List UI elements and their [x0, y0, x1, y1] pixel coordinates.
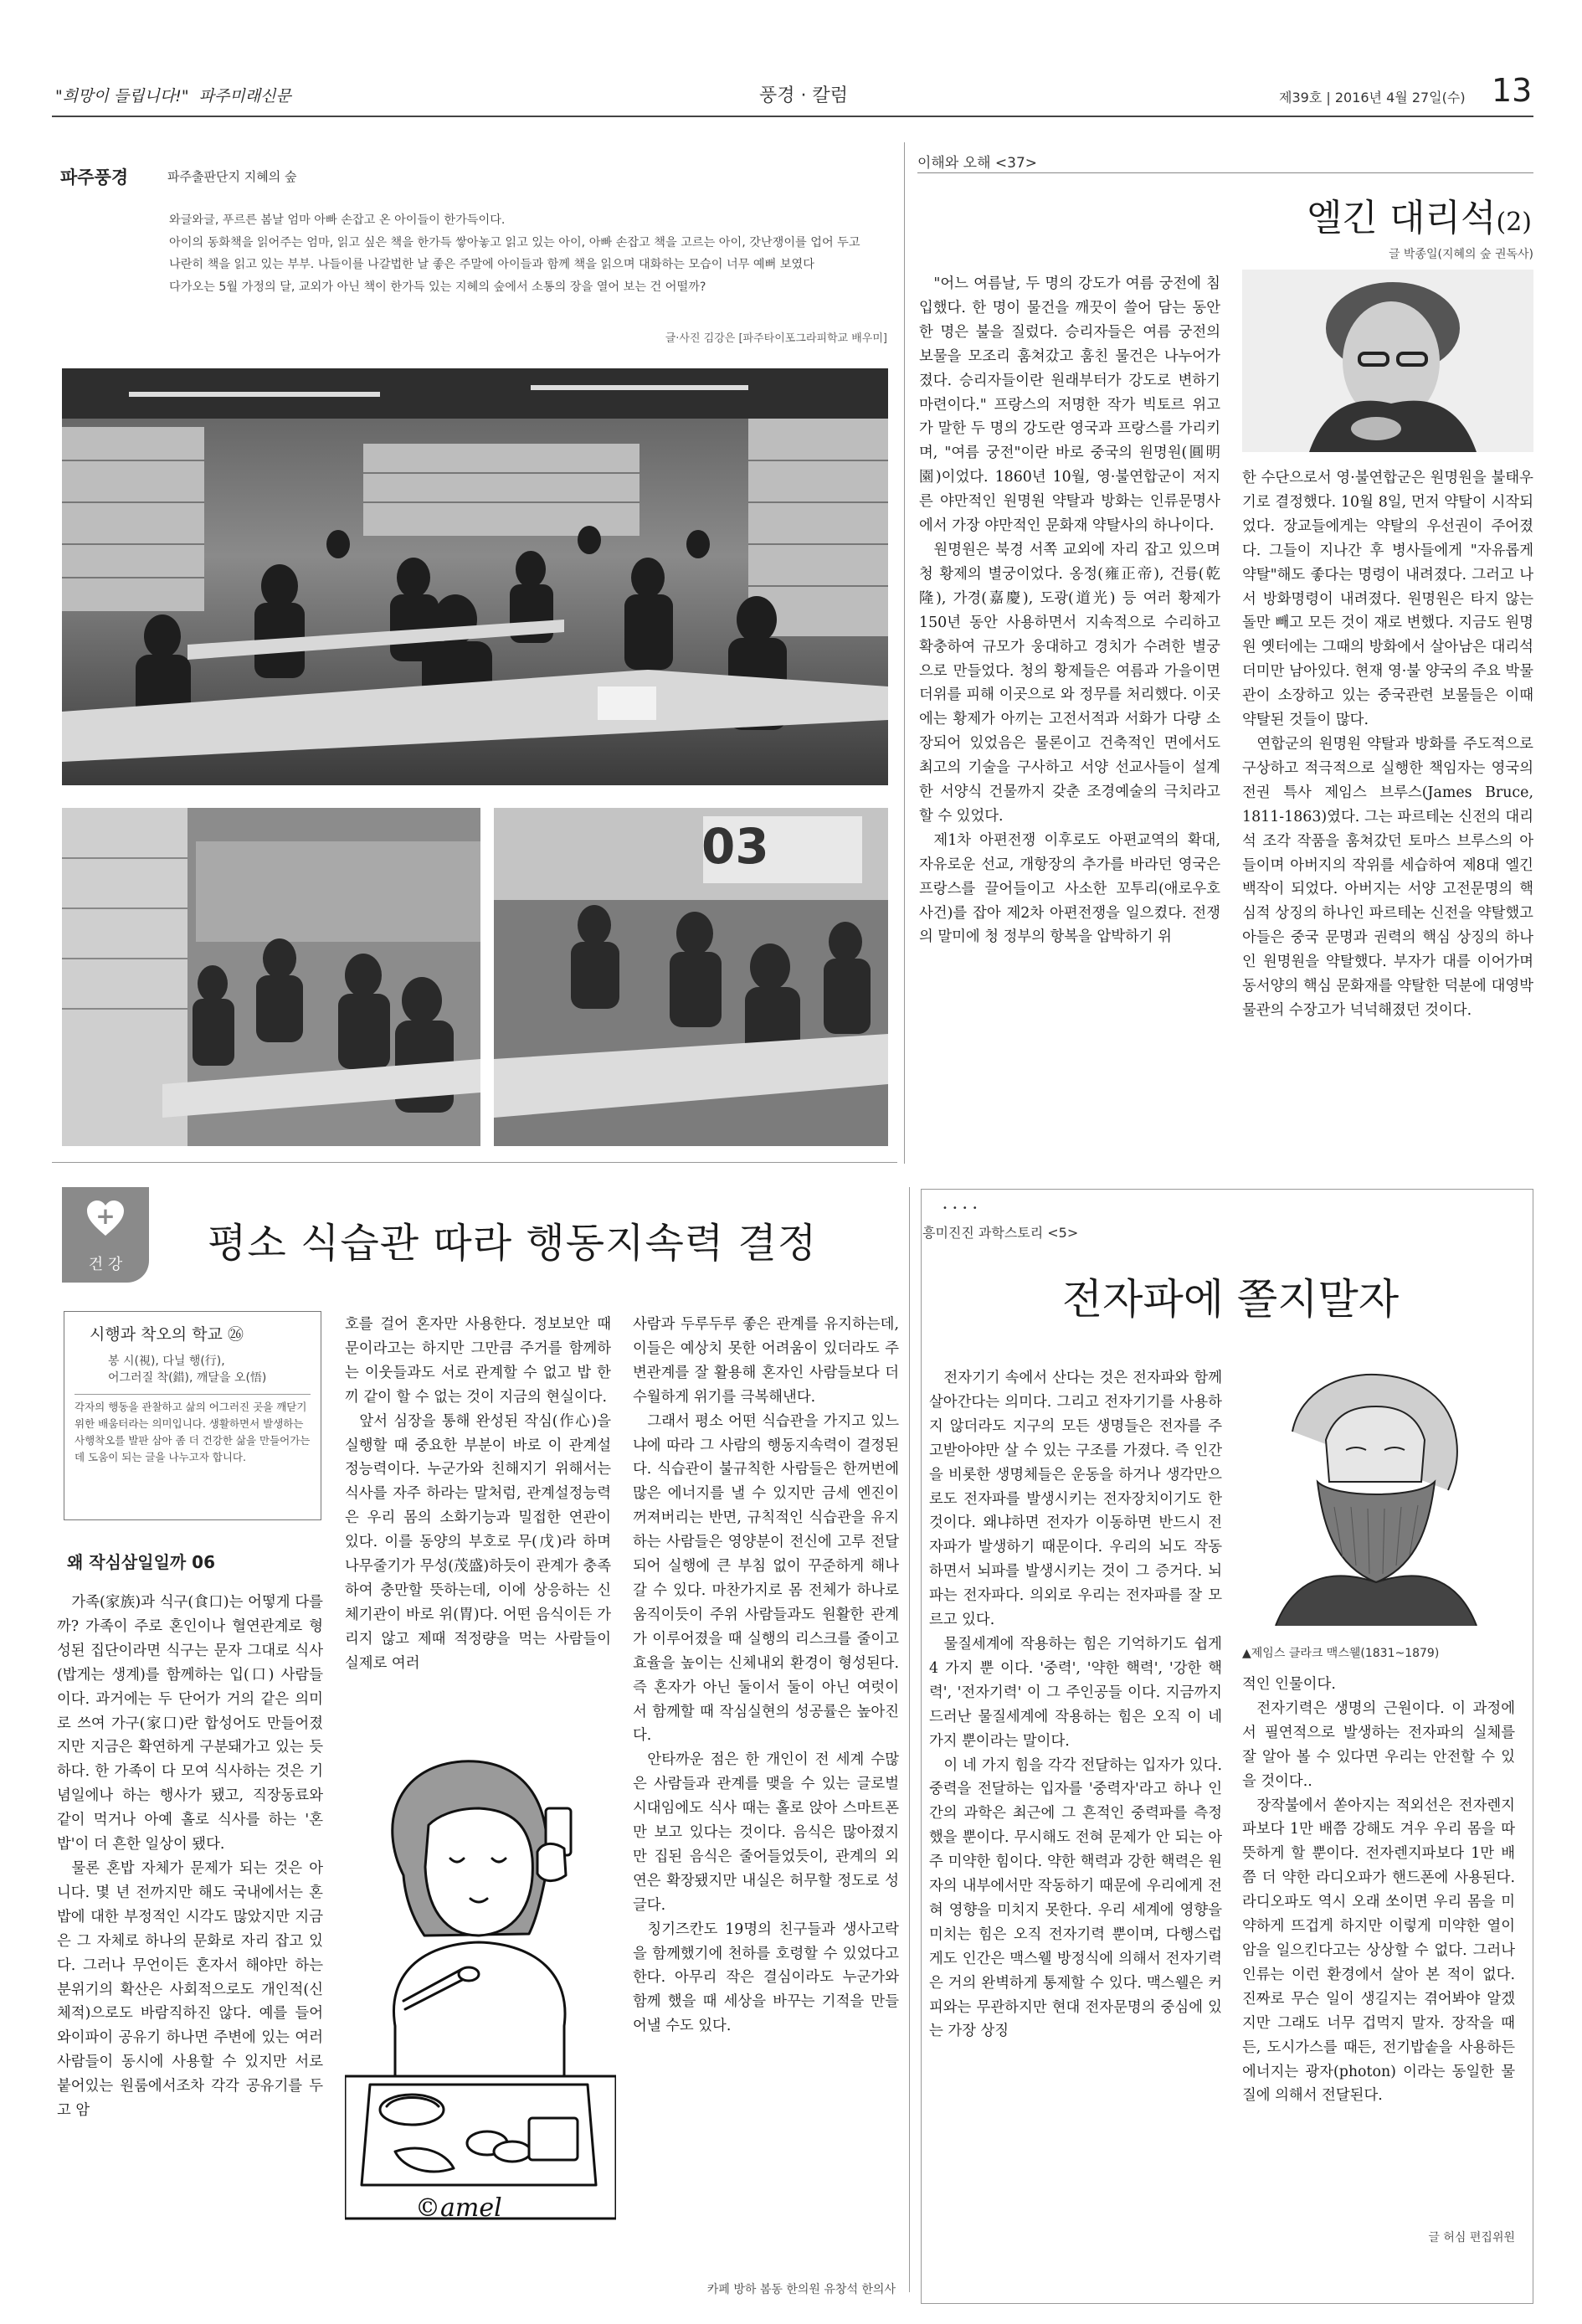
- science-paragraph: 적인 인물이다.: [1242, 1676, 1336, 1693]
- elgin-series-rule: [917, 172, 1533, 173]
- health-right-divider: [909, 1187, 910, 2292]
- box-title-text: 시행과 착오의 학교: [90, 1325, 223, 1344]
- scenery-paragraph: 아이의 동화책을 읽어주는 엄마, 읽고 싶은 책을 한가득 쌓아놓고 읽고 있는 아이, 아빠 손잡고 책을 고르는 아이, 갓난쟁이를 업어 두고 나란히 책을 읽고 있는 부부. 나들이를 나갈법한 날 좋은 주말에 아이들과 함께 책을 읽으며 대화하는 모습이 너무 예뻐 보였다: [169, 235, 860, 271]
- science-credit: 글 허심 편집위원: [1428, 2231, 1515, 2244]
- plus-icon: +: [95, 1202, 116, 1230]
- box-text: 각자의 행동을 관찰하고 삶의 어그러진 곳을 깨닫기 위한 배움터라는 의미입니다. 생활하면서 발생하는 사행착오를 발판 삼아 좀 더 건강한 삶을 만들어가는데 도움이 되는 글을 나누고자 합니다.: [74, 1401, 311, 1463]
- elgin-paragraph: 한 수단으로서 영·불연합군은 원명원을 불태우기로 결정했다. 10월 8일, 먼저 약탈이 시작되었다. 장교들에게는 약탈의 우선권이 주어졌다. 그들이 지나간 후 병사들에게 "자유롭게 약탈"해도 좋다는 명령이 내려졌다. 그러고 나서 방화명령이 내려졌다. 원명원은 타지 않는 돌만 빼고 모든 것이 재로 변했다. 지금도 원명원 옛터에는 그때의 방화에서 살아남은 대리석 더미만 남아있다. 현재 영·불 양국의 주요 박물관이 소장하고 있는 중국관련 보물들은 이때 약탈된 것들이 많다.: [1242, 470, 1533, 729]
- maxwell-caption: ▲제임스 클라크 맥스웰(1831~1879): [1242, 1647, 1440, 1660]
- scenery-paragraph: 와글와글, 푸르른 봄날 엄마 아빠 손잡고 온 아이들이 한가득이다.: [169, 213, 506, 227]
- health-paragraph: 사람과 두루두루 좋은 관계를 유지하는데, 이들은 예상치 못한 어려움이 있더라도 주변관계를 잘 활용해 혼자인 사람들보다 더 수월하게 위기를 극복해낸다.: [633, 1316, 899, 1406]
- health-paragraph: 호를 걸어 혼자만 사용한다. 정보보안 때문이라고는 하지만 그만큼 주거를 함께하는 이웃들과도 서로 관계할 수 없고 밥 한 끼 같이 할 수 없는 것이 지금의 현실이다.: [345, 1316, 611, 1406]
- science-column-1: [929, 1366, 1222, 2044]
- trial-error-box: [64, 1311, 321, 1520]
- heart-icon: [85, 1199, 126, 1239]
- elgin-paragraph: "어느 여름날, 두 명의 강도가 여름 궁전에 침입했다. 한 명이 물건을 깨끗이 쓸어 담는 동안 한 명은 불을 질렀다. 승리자들은 여름 궁전의 보물을 모조리 훔쳐갔고 훔친 물건은 나누어가졌다. 승리자들이란 원래부터가 강도로 변하기 마련이다." 프랑스의 저명한 작가 빅토르 위고가 말한 두 명의 강도란 영국과 프랑스를 가리키며, "여름 궁전"이란 바로 중국의 원명원(圓明園)이었다. 1860년 10월, 영·불연합군이 저지른 야만적인 원명원 약탈과 방화는 인류문명사에서 가장 야만적인 문화재 약탈사의 하나이다.: [919, 275, 1220, 535]
- elgin-series-label: 이해와 오해 <37>: [917, 155, 1038, 172]
- health-paragraph: 안타까운 점은 한 개인이 전 세계 수많은 사람들과 관계를 맺을 수 있는 글로벌 시대임에도 식사 때는 홀로 앉아 스마트폰만 보고 있다는 것이다. 음식은 많아졌지만 집된 음식은 줄어들었듯이, 관계의 외연은 확장됐지만 내실은 허무할 정도로 성글다.: [633, 1751, 899, 1914]
- photo-sign-number: 03: [701, 818, 769, 875]
- elgin-author: 글 박종일(지혜의 숲 권독사): [1388, 248, 1533, 261]
- illustration-signature: ©amel: [415, 2193, 502, 2223]
- box-title: [90, 1322, 244, 1345]
- elgin-title-suffix: (2): [1496, 208, 1532, 237]
- health-paragraph: 가족(家族)과 식구(食口)는 어떻게 다를까? 가족이 주로 혼인이나 혈연관계로 형성된 집단이라면 식구는 문자 그대로 식사(밥게는 생계)를 함께하는 입(口) 사람들이다. 과거에는 두 단어가 거의 같은 의미로 쓰여 가구(家口)란 합성어도 만들어졌지만 지금은 확연하게 구분돼가고 있는 듯하다. 한 가족이 다 모여 식사하는 것은 기념일에나 하는 행사가 됐고, 직장동료와 같이 먹거나 아예 홀로 식사를 하는 '혼밥'이 더 흔한 일상이 됐다.: [57, 1594, 323, 1854]
- health-paragraph: 그래서 평소 어떤 식습관을 가지고 있느냐에 따라 그 사람의 행동지속력이 결정된다. 식습관이 불규칙한 사람들은 한꺼번에 많은 에너지를 낼 수 있지만 금세 엔진이 꺼져버리는 반면, 규칙적인 식습관을 유지하는 사람들은 영양분이 전신에 고루 전달되어 실행에 큰 부침 없이 꾸준하게 해나갈 수 있다. 마찬가지로 몸 전체가 하나로 움직이듯이 주위 사람들과도 원활한 관계가 이루어졌을 때 실행의 리스크를 줄이고 효율을 높이는 신체내외 환경이 형성된다. 즉 혼자가 아닌 둘이서 둘이 아닌 여럿이서 함께할 때 작심실현의 성공률은 높아진다.: [633, 1412, 899, 1745]
- top-divider-vertical: [904, 142, 905, 1164]
- scenery-text: [169, 209, 874, 298]
- elgin-title: [1113, 188, 1532, 241]
- elgin-paragraph: 원명원은 북경 서쪽 교외에 자리 잡고 있으며 청 황제의 별궁이었다. 옹정(雍正帝), 건륭(乾隆), 가경(嘉慶), 도광(道光) 등 여러 황제가 150년 동안 사용하면서 지속적으로 수리하고 확충하여 규모가 웅대하고 경치가 수려한 별궁으로 만들었다. 청의 황제들은 여름과 가을이면 더위를 피해 이곳으로 와 정무를 처리했다. 이곳에는 황제가 아끼는 고전서적과 서화가 다량 소장되어 있었음은 물론이고 건축적인 면에서도 최고의 기술을 구사하고 서양 선교사들이 설계한 서양식 건물까지 갖춘 조경예술의 극치라고 할 수 있었다.: [919, 541, 1220, 825]
- health-badge: [62, 1187, 149, 1283]
- elgin-column-1: [919, 272, 1220, 949]
- author-portrait-photo: [1242, 270, 1533, 452]
- elgin-paragraph: 제1차 아편전쟁 이후로도 아편교역의 확대, 자유로운 선교, 개항장의 추가를 바라던 영국은 프랑스를 끌어들이고 사소한 꼬투리(애로우호 사건)를 잡아 제2차 아편전쟁을 일으켰다. 전쟁의 말미에 청 정부의 항복을 압박하기 위: [919, 831, 1220, 946]
- health-paragraph: 칭기즈칸도 19명의 친구들과 생사고락을 함께했기에 천하를 호령할 수 있었다고 한다. 아무리 작은 결심이라도 누군가와 함께 했을 때 세상을 바꾸는 기적을 만들어낼 수도 있다.: [633, 1920, 899, 2035]
- health-badge-label: 건 강: [88, 1256, 123, 1273]
- logo-slogan: "희망이 들립니다!": [55, 87, 189, 105]
- header-rule: [52, 116, 1533, 117]
- scenery-subtitle: 파주출판단지 지혜의 숲: [167, 169, 297, 184]
- top-section-bottom-rule: [52, 1162, 897, 1163]
- issue-info: 제39호 | 2016년 4월 27일(수): [1279, 90, 1466, 105]
- family-table-photo: [494, 808, 888, 1146]
- health-column-3: [633, 1313, 899, 2039]
- health-column-1: [57, 1591, 323, 2123]
- science-paragraph: 장작불에서 쏟아지는 적외선은 전자렌지파보다 1만 배쯤 강해도 겨우 우리 몸을 따뜻하게 할 뿐이다. 전자렌지파보다 1만 배쯤 더 약한 라디오파가 핸드폰에 사용된다. 라디오파도 역시 오래 쏘이면 우리 몸을 미약하게 뜨겁게 하지만 이렇게 미약한 열이 암을 일으킨다고는 상상할 수 없다. 그러나 인류는 이런 환경에서 살아 본 적이 없다. 진짜로 무슨 일이 생길지는 겪어봐야 알겠지만 그래도 너무 겁먹지 말자. 장작을 때든, 도시가스를 때든, 전기밥솥을 사용하든 에너지는 광자(photon) 이라는 동일한 물질에 의해서 전달된다.: [1242, 1797, 1515, 2105]
- health-headline: 평소 식습관 따라 행동지속력 결정: [208, 1220, 818, 1267]
- elgin-title-main: 엘긴 대리석: [1306, 197, 1497, 239]
- science-series: 흥미진진 과학스토리 <5>: [922, 1225, 1079, 1241]
- health-question: 왜 작심삼일일까 06: [67, 1552, 215, 1572]
- science-paragraph: 물질세계에 작용하는 힘은 기억하기도 쉽게 4 가지 뿐 이다. '중력', '약한 핵력', '강한 핵력', '전자기력' 이 그 주인공들 이다. 지금까지 드러난 물질세계에 작용하는 힘은 오직 이 네 가지 뿐이라는 말이다.: [929, 1635, 1222, 1750]
- science-title: 전자파에 쫄지말자: [1061, 1275, 1400, 1324]
- box-subtitle-1: 봉 시(視), 다닐 행(行),: [108, 1355, 225, 1368]
- science-dots: ••••: [943, 1204, 983, 1213]
- logo-name: 파주미래신문: [198, 87, 291, 105]
- science-column-2: [1242, 1673, 1515, 2108]
- box-divider: [74, 1394, 311, 1395]
- maxwell-portrait-photo: [1242, 1356, 1508, 1626]
- health-paragraph: 앞서 심장을 통해 완성된 작심(作心)을 실행할 때 중요한 부분이 바로 이 관계설정능력이다. 누군가와 친해지기 위해서는 식사를 자주 하라는 말처럼, 관계설정능력은 우리 몸의 소화기능과 밀접한 연관이 있다. 이를 동양의 부호로 무(戊)라 하며 나무줄기가 무성(茂盛)하듯이 관계가 충족하여 충만할 뜻하는데, 이에 상응하는 신체기관이 바로 위(胃)다. 어떤 음식이든 가리지 않고 제때 적정량을 먹는 사람들이 실제로 여러: [345, 1412, 611, 1672]
- box-title-number: ㉖: [227, 1325, 244, 1344]
- scenery-tag: 파주풍경: [60, 167, 129, 188]
- library-main-photo: [62, 368, 888, 785]
- science-paragraph: 전자기기 속에서 산다는 것은 전자파와 함께 살아간다는 의미다. 그리고 전자기기를 사용하지 않더라도 지구의 모든 생명들은 전자를 주고받아야만 살 수 있는 구조를 가졌다. 즉 인간을 비롯한 생명체들은 운동을 하거나 생각만으로도 전자파를 발생시키는 전자장치이기도 한 것이다. 왜냐하면 전자가 이동하면 반드시 전자파가 발생하기 때문이다. 우리의 뇌도 작동하면서 뇌파를 발생시키는 것이 그 증거다. 뇌파는 전자파다. 의외로 우리는 전자파를 잘 모르고 있다.: [929, 1370, 1222, 1629]
- section-title: 풍경 · 칼럼: [759, 85, 848, 106]
- box-subtitle-2: 어그러질 착(錯), 깨달을 오(悟): [108, 1371, 267, 1385]
- health-column-2: [345, 1313, 611, 1676]
- scenery-credit: 글·사진 김강은 [파주타이포그라피학교 배우미]: [665, 332, 887, 345]
- elgin-column-2: [1242, 466, 1533, 1023]
- science-paragraph: 전자기력은 생명의 근원이다. 이 과정에서 필연적으로 발생하는 전자파의 실체를 잘 알아 볼 수 있다면 우리는 안전할 수 있을 것이다..: [1242, 1699, 1515, 1790]
- elgin-paragraph: 연합군의 원명원 약탈과 방화를 주도적으로 구상하고 적극적으로 실행한 책임자는 영국의 전권 특사 제임스 브루스(James Bruce, 1811-1863)였다. 그는 파르테논 신전의 대리석 조각 작품을 훔쳐갔던 토마스 브루스의 아들이며 아버지의 작위를 세습하여 제8대 엘긴백작이 되었다. 아버지는 서양 고전문명의 핵심적 상징의 하나인 파르테논 신전을 약탈했고 아들은 중국 문명과 권력의 핵심 상징의 하나인 원명원을 약탈했다. 부자가 대를 이어가며 동서양의 핵심 문화재를 약탈한 덕분에 대영박물관의 수장고가 넉넉해졌던 것이다.: [1242, 735, 1533, 1019]
- health-paragraph: 물론 혼밥 자체가 문제가 되는 것은 아니다. 몇 년 전까지만 해도 국내에서는 혼밥에 대한 부정적인 시각도 많았지만 지금은 그 자체로 하나의 문화로 자리 잡고 있다. 그러나 무언이든 혼자서 해야만 하는 분위기의 확산은 사회적으로도 개인적(신체적)으로도 바람직하진 않다. 예를 들어 와이파이 공유기 하나면 주변에 있는 여러 사람들이 동시에 사용할 수 있지만 서로 붙어있는 원룸에서조차 각각 공유기를 두고 암: [57, 1859, 323, 2120]
- health-credit: 카페 방하 봄동 한의원 유창석 한의사: [706, 2283, 896, 2296]
- page-number: 13: [1492, 72, 1533, 109]
- scenery-paragraph: 다가오는 5월 가정의 달, 교외가 아닌 책이 한가득 있는 지혜의 숲에서 소통의 장을 열어 보는 건 어떨까?: [169, 280, 706, 294]
- masthead-logo: [55, 84, 291, 106]
- science-paragraph: 이 네 가지 힘을 각각 전달하는 입자가 있다. 중력을 전달하는 입자를 '중력자'라고 하나 인간의 과학은 최근에 그 흔적인 중력파를 측정했을 뿐이다. 무시해도 전혀 문제가 안 되는 아주 미약한 힘이다. 약한 핵력과 강한 핵력은 원자의 내부에서만 작동하기 때문에 우리에게 전혀 영향을 미치지 못한다. 우리 세계에 영향을 미치는 힘은 오직 전자기력 뿐이며, 다행스럽게도 인간은 맥스웰 방정식에 의해서 전자기력은 거의 완벽하게 통제할 수 있다. 맥스웰은 커피와는 무관하지만 현대 전자문명의 중심에 있는 가장 상징: [929, 1756, 1222, 2040]
- eating-alone-illustration: [345, 1750, 616, 2252]
- children-reading-photo: [62, 808, 480, 1146]
